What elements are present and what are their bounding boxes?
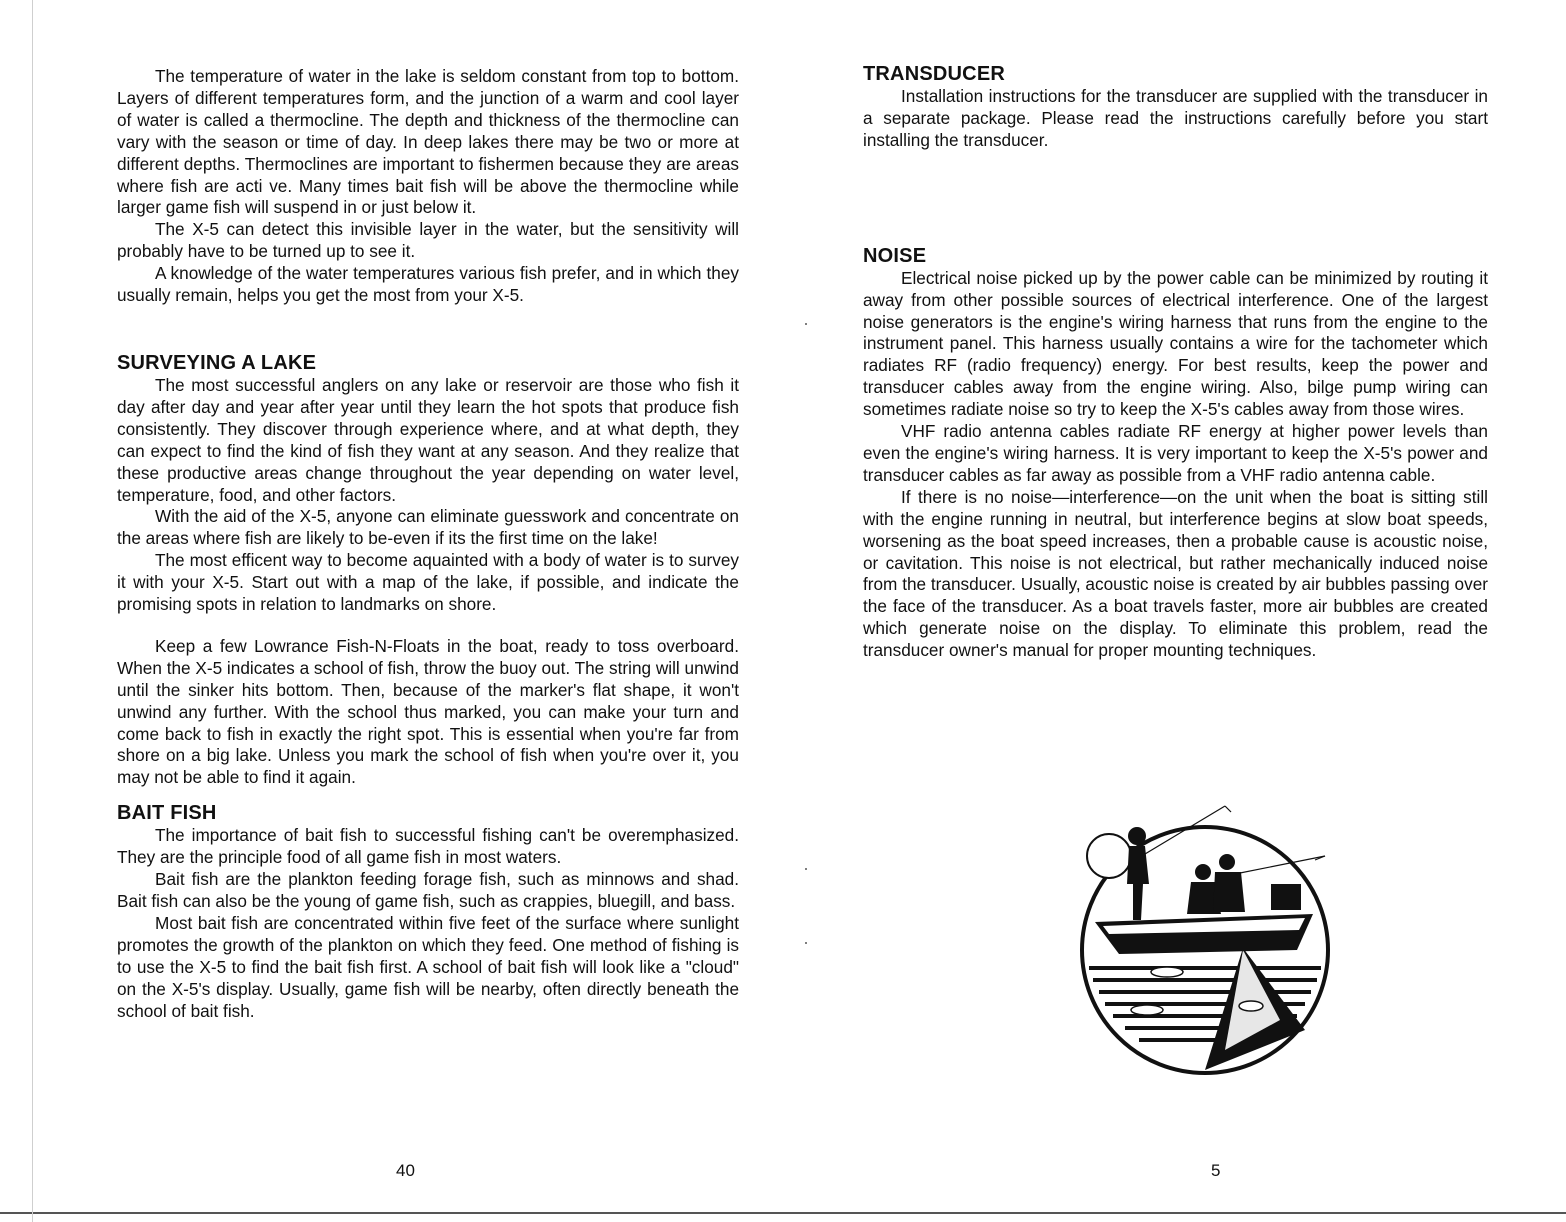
bait-fish-paragraph-2: Bait fish are the plankton feeding forage fish, such as minnows and shad. Bait fish can also be the young of game fish, such as crappies, bluegill, and bass.: [117, 869, 739, 911]
noise-heading: NOISE: [863, 244, 927, 267]
surveying-paragraph-1: The most successful anglers on any lake or reservoir are those who fish it day after day and year after year until they learn the hot spots that produce fish consistently. They discover through experience where, and at what depth, they can expect to find the kind of fish they want at any season. And they realize that these productive areas change throughout the year depending on water level, temperature, food, and other factors.: [117, 374, 739, 505]
scan-speck: [805, 868, 807, 870]
right-page: [783, 0, 1566, 1222]
surveying-paragraph-3: The most efficent way to become aquainted with a body of water is to survey it with your X-5. Start out with a map of the lake, if possible, and indicate the promising spots in relation to landmarks on shore.: [117, 550, 739, 615]
surveying-heading: SURVEYING A LAKE: [117, 351, 317, 374]
page-number: 5: [1211, 1161, 1221, 1180]
left-column: [117, 66, 739, 1022]
intro-paragraph-3: A knowledge of the water temperatures various fish prefer, and in which they usually remain, helps you get the most from your X-5.: [117, 263, 739, 306]
page-edge-line: [32, 0, 33, 1222]
transducer-paragraph: Installation instructions for the transducer are supplied with the transducer in a separate package. Please read the instructions carefully before you start installing the transducer.: [863, 86, 1488, 150]
bait-fish-paragraph-3: Most bait fish are concentrated within five feet of the surface where sunlight promotes the growth of the plankton on which they feed. One method of fishing is to use the X-5 to find the bait fish first. A school of bait fish will look like a "cloud" on the X-5's display. Usually, game fish will be nearby, often directly beneath the school of bait fish.: [117, 912, 739, 1021]
noise-paragraph-1: Electrical noise picked up by the power cable can be minimized by routing it away from other possible sources of electrical interference. One of the largest noise generators is the engine's wiring harness that runs from the engine to the instrument panel. This harness usually contains a wire for the tachometer which radiates RF (radio frequency) energy. For best results, keep the power and transducer cables away from the engine wiring. Also, bilge pump wiring can sometimes radiate noise so try to keep the X-5's cables away from those wires.: [863, 267, 1488, 420]
surveying-paragraph-4: Keep a few Lowrance Fish-N-Floats in the boat, ready to toss overboard. When the X-5 indicates a school of fish, throw the buoy out. The string will unwind until the sinker hits bottom. Then, because of the marker's flat shape, it won't unwind any further. With the school thus marked, you can make your turn and come back to fish in exactly the right spot. This is essential when you're far from shore on a big lake. Unless you mark the school of fish when you're over it, you may not be able to find it again.: [117, 635, 739, 788]
bait-fish-paragraph-1: The importance of bait fish to successful fishing can't be overemphasized. They are the principle food of all game fish in most waters.: [117, 825, 739, 868]
noise-paragraph-3: If there is no noise—interference—on the unit when the boat is sitting still with the engine running in neutral, but interference begins at slow boat speeds, worsening as the boat speed increases, then a probable cause is acoustic noise, or cavitation. This noise is not electrical, but rather mechanically induced noise from the transducer. Usually, acoustic noise is created by air bubbles passing over the face of the transducer. As a boat travels faster, more air bubbles are created which generate noise on the display. To eliminate this problem, read the transducer owner's manual for proper mounting techniques.: [863, 486, 1488, 661]
fishing-boat-emblem: [1075, 800, 1345, 1080]
scan-speck: [805, 323, 807, 325]
scan-speck: [805, 942, 807, 944]
surveying-paragraph-2: With the aid of the X-5, anyone can eliminate guesswork and concentrate on the areas where fish are likely to be-even if its the first time on the lake!: [117, 506, 739, 549]
page-number: 40: [396, 1161, 415, 1180]
intro-paragraph-1: The temperature of water in the lake is seldom constant from top to bottom. Layers of different temperatures form, and the junction of a warm and cool layer of water is called a thermocline. The depth and thickness of the thermocline can vary with the season or time of day. In deep lakes there may be two or more at different depths. Thermoclines are important to fishermen because they are areas where fish are acti ve. Many times bait fish will be above the thermocline while larger game fish will suspend in or just below it.: [117, 66, 739, 218]
intro-paragraph-2: The X-5 can detect this invisible layer in the water, but the sensitivity will probably have to be turned up to see it.: [117, 219, 739, 262]
transducer-heading: TRANSDUCER: [863, 63, 1005, 85]
bait-fish-heading: BAIT FISH: [117, 802, 217, 825]
noise-paragraph-2: VHF radio antenna cables radiate RF energy at higher power levels than even the engine's wiring harness. It is very important to keep the X-5's power and transducer cables as far away as possible from a VHF radio antenna cable.: [863, 421, 1488, 485]
right-column: [863, 62, 1488, 662]
